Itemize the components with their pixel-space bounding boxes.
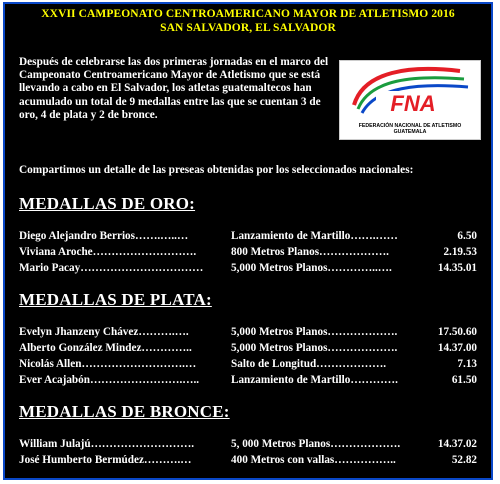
logo-line-1: FEDERACIÓN NACIONAL DE ATLETISMO (358, 123, 462, 129)
athlete-name: Evelyn Jhanzeny Chávez……….…. (19, 326, 189, 338)
event-name: 5,000 Metros Planos………………. (231, 326, 398, 338)
event-name: 5,000 Metros Planos…………..…. (231, 262, 392, 274)
event-name: 400 Metros con vallas…………….. (231, 454, 396, 466)
athlete-name: Viviana Aroche………………………. (19, 246, 197, 258)
silver-row (19, 342, 487, 356)
athlete-name: Mario Pacay…………………………… (19, 262, 204, 274)
athlete-name: Diego Alejandro Berrios…….…..… (19, 230, 189, 242)
event-name: 800 Metros Planos………………. (231, 246, 389, 258)
logo-caption (340, 123, 480, 135)
result-mark: 17.50.60 (437, 326, 477, 338)
result-mark: 14.37.02 (437, 438, 477, 450)
silver-row (19, 326, 487, 340)
silver-heading: MEDALLAS DE PLATA: (19, 290, 212, 309)
silver-row (19, 358, 487, 372)
silver-row (19, 374, 487, 388)
result-mark: 52.82 (451, 454, 477, 466)
result-mark: 6.50 (457, 230, 477, 242)
gold-heading: MEDALLAS DE ORO: (19, 194, 196, 213)
news-panel (3, 2, 493, 480)
bronze-heading: MEDALLAS DE BRONCE: (19, 402, 230, 421)
event-name: 5, 000 Metros Planos………………. (231, 438, 401, 450)
result-mark: 2.19.53 (443, 246, 477, 258)
venue-title: SAN SALVADOR, EL SALVADOR (160, 22, 336, 34)
athlete-name: Alberto González Mindez………….. (19, 342, 192, 354)
result-mark: 61.50 (451, 374, 477, 386)
bronze-row (19, 438, 487, 452)
athlete-name: Ever Acajabón…………………….….. (19, 374, 200, 386)
intro-paragraph: Después de celebrarse las dos primeras jornadas en el marco del Campeonato Centroamericano Mayor de Atletismo que se está llevando a cabo en El Salvador, los atletas guatemaltecos han acumulado un total de 9 medallas entre las que se cuentan 3 de oro, 4 de plata y 2 de bronce. (19, 56, 329, 121)
athlete-name: José Humberto Bermúdez……….… (19, 454, 192, 466)
gold-row (19, 230, 487, 244)
event-name: 5,000 Metros Planos………………. (231, 342, 398, 354)
event-name: Lanzamiento de Martillo…….…… (231, 230, 398, 242)
fna-emblem-icon (340, 61, 480, 121)
championship-title: XXVII CAMPEONATO CENTROAMERICANO MAYOR DE ATLETISMO 2016 (41, 8, 455, 20)
logo-line-2: GUATEMALA (393, 129, 427, 135)
gold-row (19, 262, 487, 276)
gold-row (19, 246, 487, 260)
svg-text:FNA: FNA (390, 91, 436, 116)
athlete-name: William Julajú………………………. (19, 438, 195, 450)
share-text: Compartimos un detalle de las preseas obtenidas por los seleccionados nacionales: (19, 164, 414, 176)
result-mark: 7.13 (457, 358, 477, 370)
fna-logo (339, 60, 481, 140)
result-mark: 14.37.00 (437, 342, 477, 354)
athlete-name: Nicolás Allen……………………….… (19, 358, 197, 370)
bronze-row (19, 454, 487, 468)
event-name: Salto de Longitud………………. (231, 358, 387, 370)
event-name: Lanzamiento de Martillo…………. (231, 374, 398, 386)
result-mark: 14.35.01 (437, 262, 477, 274)
